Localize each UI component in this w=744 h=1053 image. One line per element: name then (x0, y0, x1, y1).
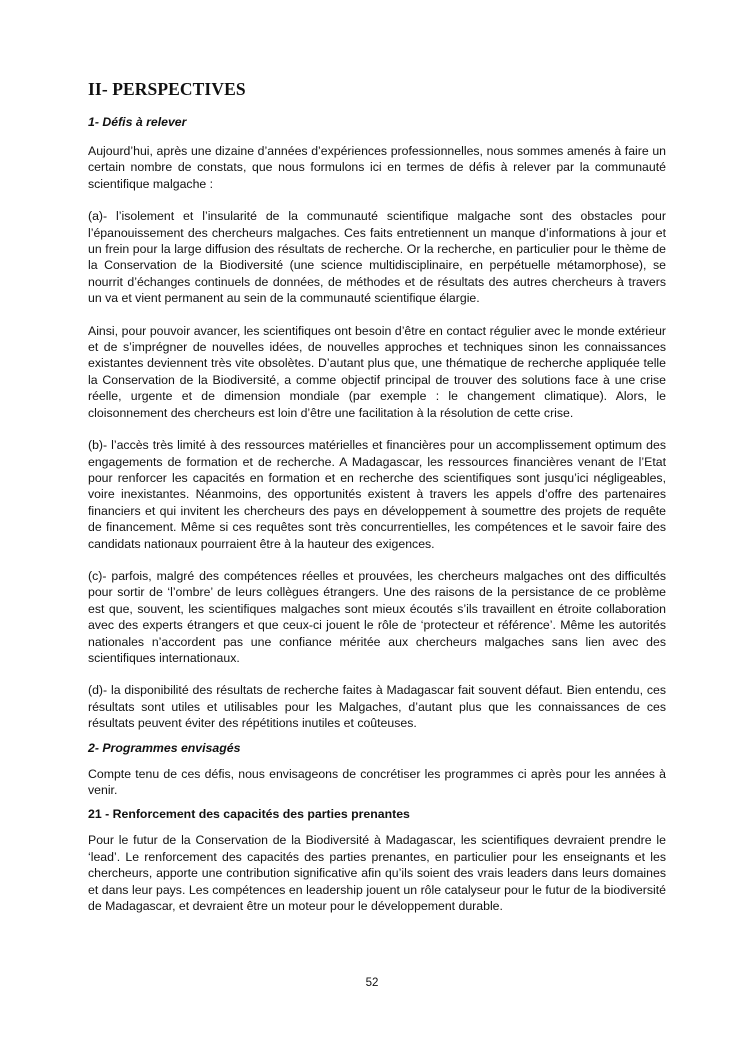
section-title: II- PERSPECTIVES (88, 79, 246, 99)
paragraph-defi-d: (d)- la disponibilité des résultats de recherche faites à Madagascar fait souvent défaut. Bien entendu, ces résultats sont utiles et utilisables pour les Malgaches, d’autant plus que les connaissances de ces résultats peuvent éviter des répétitions inutiles et coûteuses. (88, 683, 666, 731)
page-number: 52 (365, 977, 379, 989)
paragraph-programmes: Compte tenu de ces défis, nous envisageons de concrétiser les programmes ci après pour les années à venir. (88, 766, 666, 797)
document-page (88, 78, 666, 930)
paragraph-defi-b: (b)- l’accès très limité à des ressources matérielles et financières pour un accomplissement optimum des engagements de formation et de recherche. A Madagascar, les ressources financières venant de l’Etat pour renforcer les capacités en formation et en recherche des scientifiques sont jusqu’ici négligeables, voire inexistantes. Néanmoins, des opportunités existent à travers les appels d’offre des partenaires financiers et qui invitent les chercheurs des pays en développement à soumettre des projets de requête de financement. Même si ces requêtes sont très concurrentielles, les compétences et le savoir faire des candidats nationaux pourraient être à la hauteur des exigences. (88, 438, 666, 551)
paragraph-ainsi: Ainsi, pour pouvoir avancer, les scientifiques ont besoin d’être en contact régulier avec le monde extérieur et de s’imprégner de nouvelles idées, de nouvelles approches et techniques sinon les connaissances existantes deviennent très vite obsolètes. D’autant plus que, une thématique de recherche appliquée telle la Conservation de la Biodiversité, a comme objectif principal de trouver des solutions face à une crise réelle, urgente et de dimension mondiale (par exemple : le changement climatique). Alors, le cloisonnement des chercheurs est loin d’être une facilitation à la résolution de cette crise. (88, 323, 666, 420)
paragraph-defi-a: (a)- l’isolement et l’insularité de la communauté scientifique malgache sont des obstacles pour l’épanouissement des chercheurs malgaches. Ces faits entretiennent un manque d’informations à jour et un frein pour la large diffusion des résultats de recherche. Or la recherche, en particulier pour le thème de la Conservation de la Biodiversité (une science multidisciplinaire, en perpétuelle métamorphose), se nourrit d’échanges continuels de données, de méthodes et de résultats des autres chercheurs à travers un va et vient permanent au sein de la communauté scientifique élargie. (88, 209, 666, 306)
subsection-title-programmes: 2- Programmes envisagés (88, 740, 241, 755)
paragraph-intro: Aujourd’hui, après une dizaine d’années d’expériences professionnelles, nous sommes amenés à faire un certain nombre de constats, que nous formulons ici en termes de défis à relever par la communauté scientifique malgache : (88, 144, 666, 191)
subsection-title-renforcement: 21 - Renforcement des capacités des parties prenantes (88, 807, 410, 822)
paragraph-renforcement: Pour le futur de la Conservation de la Biodiversité à Madagascar, les scientifiques devraient prendre le ‘lead’. Le renforcement des capacités des parties prenantes, en particulier pour les enseignants et les chercheurs, apporte une contribution significative afin qu’ils soient des vrais leaders dans leurs domaines et dans leur pays. Les compétences en leadership jouent un rôle catalyseur pour le futur de la biodiversité de Madagascar, et devraient être un moteur pour le développement durable. (88, 833, 666, 914)
paragraph-defi-c: (c)- parfois, malgré des compétences réelles et prouvées, les chercheurs malgaches ont des difficultés pour sortir de ‘l’ombre’ de leurs collègues étrangers. Une des raisons de la persistance de ce problème est que, souvent, les scientifiques malgaches sont mieux écoutés s’ils travaillent en étroite collaboration avec des experts étrangers et que ceux-ci jouent le rôle de ‘protecteur et référence’. Même les autorités nationales n’accordent pas une confiance méritée aux chercheurs malgaches sans lien avec des scientifiques internationaux. (88, 568, 666, 665)
subsection-title-defis: 1- Défis à relever (88, 115, 187, 129)
